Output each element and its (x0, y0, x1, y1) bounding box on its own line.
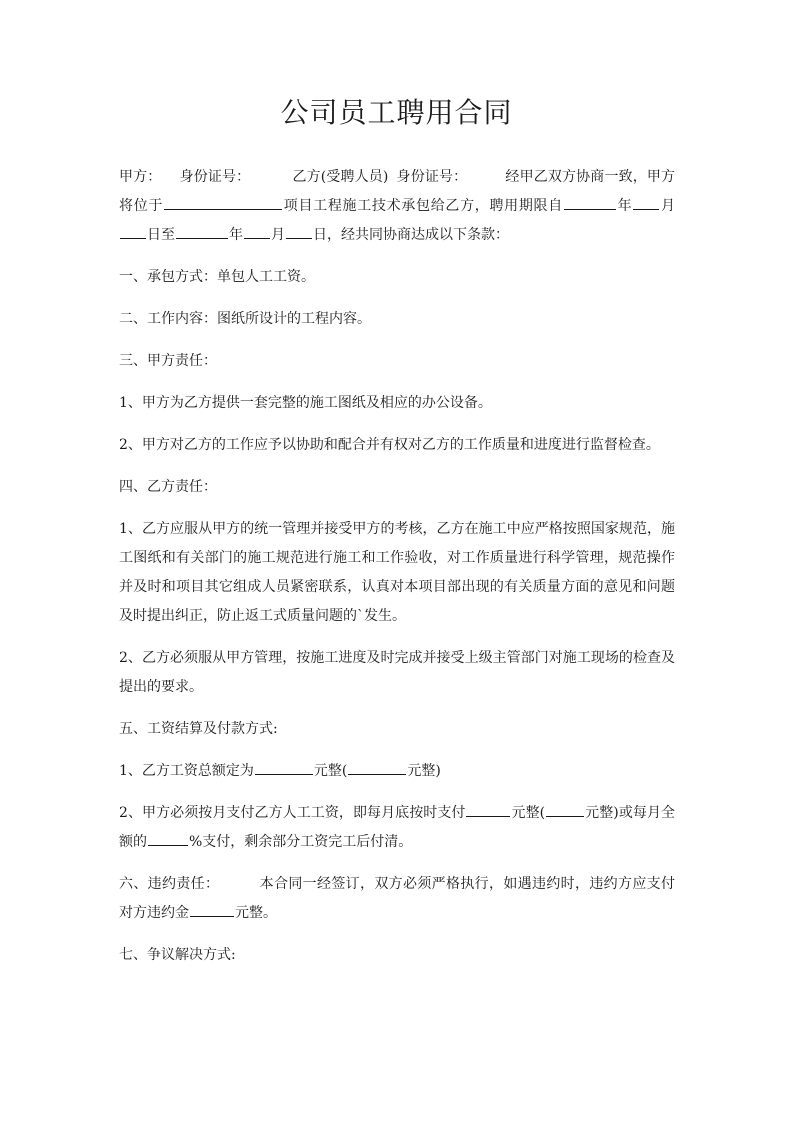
opening-paragraph (119, 163, 675, 250)
section-3-heading: 三、甲方责任： (119, 353, 217, 369)
monthly-payment-label: 2、甲方必须按月支付乙方人工工资，即每月底按时支付 (119, 805, 466, 821)
end-month-blank (244, 223, 270, 239)
section-4-item-2: 2、乙方必须服从甲方管理，按施工进度及时完成并接受上级主管部门对施工现场的检查及提出的要求。 (119, 650, 675, 695)
penalty-amount-blank (190, 901, 234, 917)
section-1: 一、承包方式：单包人工工资。 (119, 269, 315, 285)
breach-heading: 六、违约责任： (119, 876, 220, 892)
year-label: 年 (229, 227, 243, 243)
start-month-blank (633, 194, 659, 210)
percent-blank (148, 830, 188, 846)
breach-text: 本合同一经签订，双方必须严格执行，如遇违约时，违约方应支付对方违约金 (119, 876, 676, 921)
agreement-tail: 日，经共同协商达成以下条款： (313, 227, 509, 243)
salary-amount-blank (255, 759, 313, 775)
month-label: 月 (271, 227, 285, 243)
document-body (119, 163, 675, 983)
year-label: 年 (616, 198, 633, 214)
party-a-id-label: 身份证号： (179, 169, 251, 185)
section-5-item-1 (119, 757, 675, 786)
section-4-item-1: 1、乙方应服从甲方的统一管理并接受甲方的考核，乙方在施工中应严格按照国家规范，施工图纸和有关部门的施工规范进行施工和工作验收，对工作质量进行科学管理，规范操作并及时和项目其它组成人员紧密联系，认真对本项目部出现的有关质量方面的意见和问题及时提出纠正，防止返工式质量问题的`发生。 (119, 521, 675, 624)
end-day-blank (286, 223, 312, 239)
salary-amount-uppercase-blank (348, 759, 406, 775)
remaining-payment-text: %支付，剩余部分工资完工后付清。 (189, 834, 413, 850)
section-7-heading: 七、争议解决方式: (119, 947, 236, 963)
yuan-label: 元整( (511, 805, 546, 821)
start-day-blank (120, 223, 146, 239)
salary-total-label: 1、乙方工资总额定为 (119, 763, 254, 779)
party-b-id-label: 身份证号： (396, 169, 468, 185)
month-label: 月 (660, 198, 676, 214)
section-6 (119, 870, 675, 928)
yuan-label: 元整( (313, 763, 348, 779)
monthly-amount-uppercase-blank (546, 801, 584, 817)
monthly-amount-blank (466, 801, 510, 817)
section-4-heading: 四、乙方责任： (119, 479, 217, 495)
section-3-item-2: 2、甲方对乙方的工作应予以协助和配合并有权对乙方的工作质量和进度进行监督检查。 (119, 437, 660, 453)
section-5-item-2 (119, 799, 675, 857)
document-title: 公司员工聘用合同 (280, 96, 513, 129)
day-to-label: 日至 (147, 227, 175, 243)
party-b-label: 乙方(受聘人员) (292, 169, 389, 185)
yuan-end-label: 元整。 (235, 905, 277, 921)
monthly-percent-label: 元整)或每月全额的 (119, 805, 676, 850)
yuan-close-label: 元整) (407, 763, 441, 779)
section-2: 二、工作内容：图纸所设计的工程内容。 (119, 311, 371, 327)
project-text: 项目工程施工技术承包给乙方，聘用期限自 (283, 198, 563, 214)
start-year-blank (564, 194, 616, 210)
section-3-item-1: 1、甲方为乙方提供一套完整的施工图纸及相应的办公设备。 (119, 395, 492, 411)
section-5-heading: 五、工资结算及付款方式: (119, 721, 278, 737)
project-location-blank (164, 194, 282, 210)
party-a-label: 甲方： (119, 169, 162, 185)
agreement-intro: 经甲乙双方协商一致，甲方将位于 (119, 169, 676, 214)
end-year-blank (176, 223, 228, 239)
